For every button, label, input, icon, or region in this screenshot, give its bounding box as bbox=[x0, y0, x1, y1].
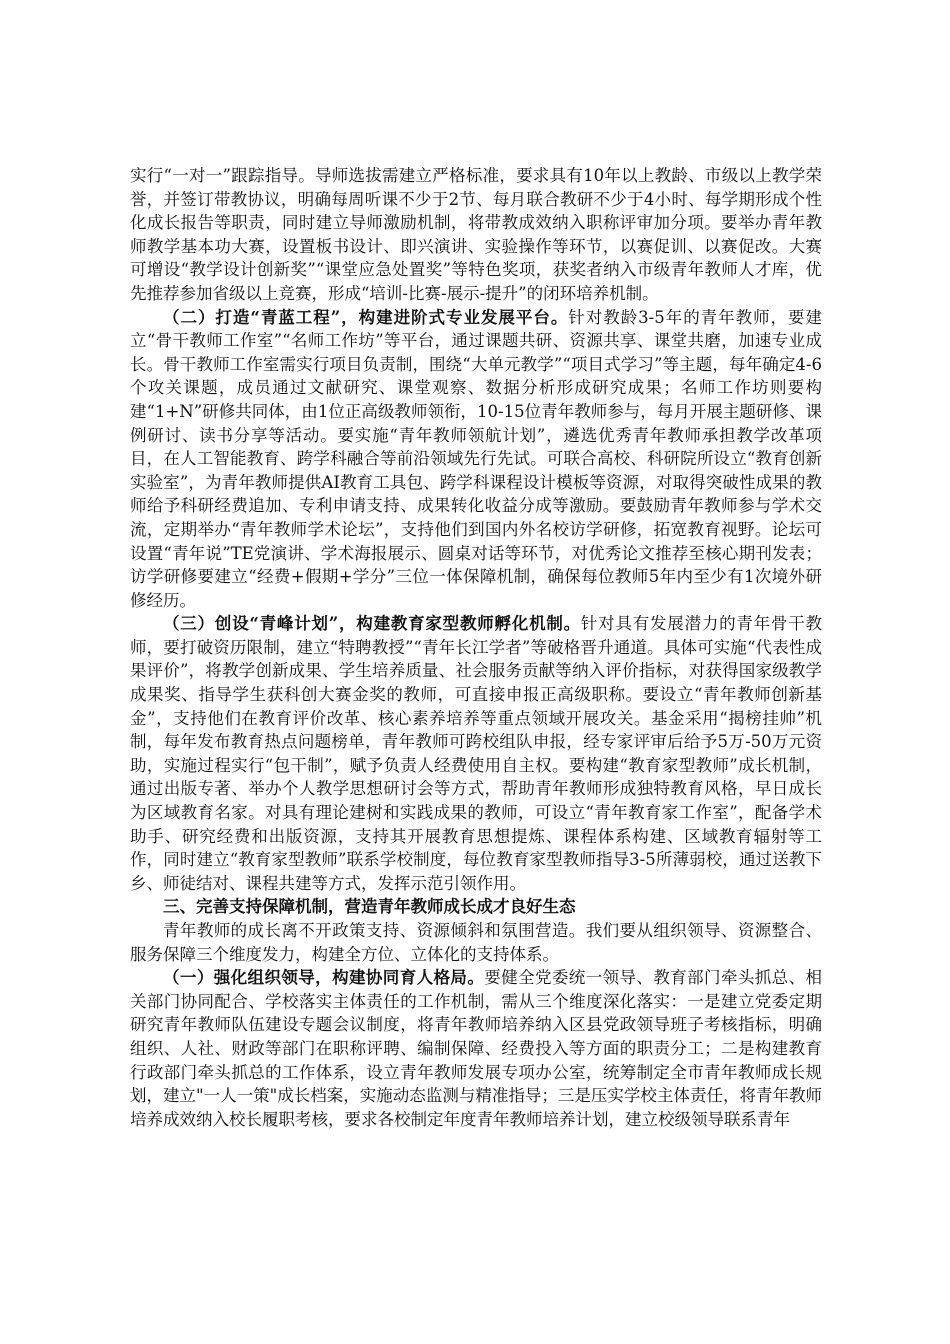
section-body-3: 针对具有发展潜力的青年骨干教师，要打破资历限制，建立“特聘教授”“青年长江学者”等破格晋升通道。具体可实施“代表性成果评价”，将教学创新成果、学生培养质量、社会服务贡献等纳入评价指标，对获得国家级教学成果奖、指导学生获科创大赛金奖的教师，可直接申报正高级职称。要设立“青年教师创新基金”，支持他们在教育评价改革、核心素养培养等重点领域开展攻关。基金采用“揭榜挂帅”机制，每年发布教育热点问题榜单，青年教师可跨校组队申报，经专家评审后给予5万-50万元资助，实施过程实行“包干制”，赋予负责人经费使用自主权。要构建“教育家型教师”成长机制，通过出版专著、举办个人教学思想研讨会等方式，帮助青年教师形成独特教育风格，早日成长为区域教育名家。对具有理论建树和实践成果的教师，可设立“青年教育家工作室”，配备学术助手、研究经费和出版资源，支持其开展教育思想提炼、课程体系构建、区域教育辐射等工作，同时建立“教育家型教师”联系学校制度，每位教育家型教师指导3-5所薄弱校，通过送教下乡、师徒结对、课程共建等方式，发挥示范引领作用。 bbox=[130, 614, 823, 893]
paragraph-qinglan-project bbox=[130, 306, 822, 613]
section-heading-3: 三、完善支持保障机制，营造青年教师成长成才良好生态 bbox=[163, 897, 576, 917]
document-page bbox=[130, 164, 822, 1131]
section-lead-3: （三）创设“青峰计划”，构建教育家型教师孵化机制。 bbox=[163, 614, 581, 634]
paragraph-qingfeng-plan bbox=[130, 612, 822, 895]
paragraph-organization bbox=[130, 966, 822, 1131]
section-body-2: 针对教龄3-5年的青年教师，要建立“骨干教师工作室”“名师工作坊”等平台，通过课题共研、资源共享、课堂共磨，加速专业成长。骨干教师工作室需实行项目负责制，围绕“大单元教学”“项目式学习”等主题，每年确定4-6个攻关课题，成员通过文献研究、课堂观察、数据分析形成研究成果；名师工作坊则要构建“1+N”研修共同体，由1位正高级教师领衔，10-15位青年教师参与，每月开展主题研修、课例研讨、读书分享等活动。要实施“青年教师领航计划”，遴选优秀青年教师承担教学改革项目，在人工智能教育、跨学科融合等前沿领域先行先试。可联合高校、科研院所设立“教育创新实验室”，为青年教师提供AI教育工具包、跨学科课程设计模板等资源，对取得突破性成果的教师给予科研经费追加、专利申请支持、成果转化收益分成等激励。要鼓励青年教师参与学术交流，定期举办“青年教师学术论坛”，支持他们到国内外名校访学研修，拓宽教育视野。论坛可设置“青年说”TE党演讲、学术海报展示、圆桌对话等环节，对优秀论文推荐至核心期刊发表；访学研修要建立“经费+假期+学分”三位一体保障机制，确保每位教师5年内至少有1次境外研修经历。 bbox=[130, 307, 822, 610]
paragraph-support-intro: 青年教师的成长离不开政策支持、资源倾斜和氛围营造。我们要从组织领导、资源整合、服务保障三个维度发力，构建全方位、立体化的支持体系。 bbox=[130, 921, 822, 964]
paragraph-continuation: 实行“一对一”跟踪指导。导师选拔需建立严格标准，要求具有10年以上教龄、市级以上教学荣誉，并签订带教协议，明确每周听课不少于2节、每月联合教研不少于4小时、每学期形成个性化成长报告等职责，同时建立导师激励机制，将带教成效纳入职称评审加分项。要举办青年教师教学基本功大赛，设置板书设计、即兴演讲、实验操作等环节，以赛促训、以赛促改。大赛可增设“教学设计创新奖”“课堂应急处置奖”等特色奖项，获奖者纳入市级青年教师人才库，优先推荐参加省级以上竞赛，形成“培训-比赛-展示-提升”的闭环培养机制。 bbox=[130, 166, 822, 303]
section-body-5: 要健全党委统一领导、教育部门牵头抓总、相关部门协同配合、学校落实主体责任的工作机制，需从三个维度深化落实：一是建立党委定期研究青年教师队伍建设专题会议制度，将青年教师培养纳入区县党政领导班子考核指标，明确组织、人社、财政等部门在职称评聘、编制保障、经费投入等方面的职责分工；二是构建教育行政部门牵头抓总的工作体系，设立青年教师发展专项办公室，统筹制定全市青年教师成长规划，建立"一人一策"成长档案，实施动态监测与精准指导；三是压实学校主体责任，将青年教师培养成效纳入校长履职考核，要求各校制定年度青年教师培养计划，建立校级领导联系青年 bbox=[130, 968, 823, 1129]
section-lead-5: （一）强化组织领导，构建协同育人格局。 bbox=[163, 968, 485, 988]
section-lead-2: （二）打造“青蓝工程”，构建进阶式专业发展平台。 bbox=[163, 307, 569, 327]
